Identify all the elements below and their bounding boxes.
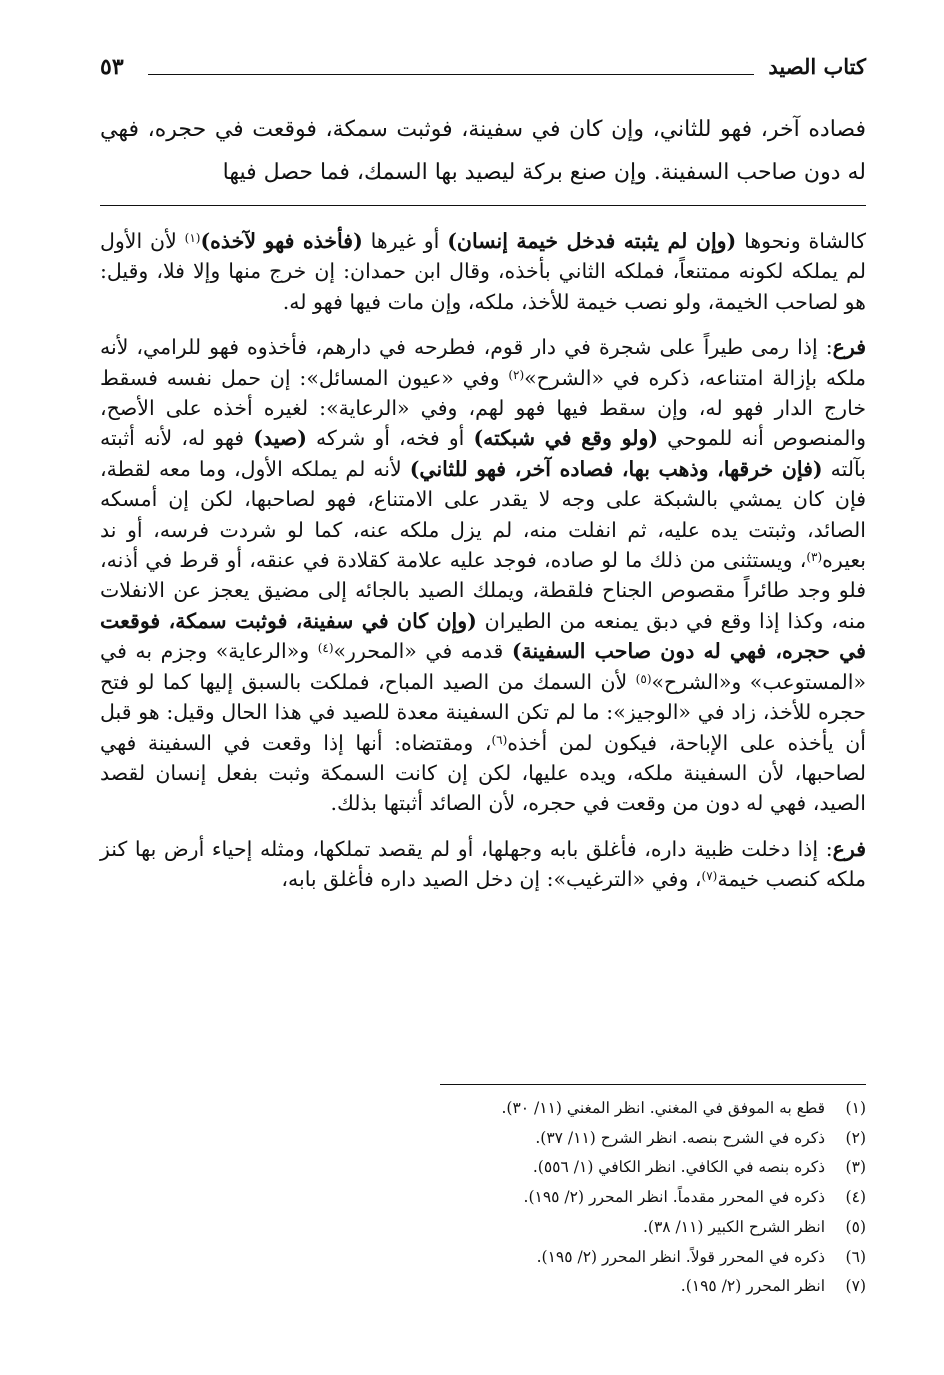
footnote: (٧) انظر المحرر (٢/ ١٩٥). <box>680 1277 866 1296</box>
footnotes <box>100 1094 866 1302</box>
commentary-paragraph-2: فرع: إذا رمى طيراً على شجرة في دار قوم، فطرحه في دارهم، فأخذوه فهو للرامي، لأنه ملكه بإزالة امتناعه، ذكره في «الشرح»$^{(٢)}$ وفي «عيون المسائل»: إن حمل نفسه فسقط خارج الدار فهو له، وإن سقط فيها فهو لهم، وفي «الرعاية»: لغيره أخذه على الأصح، والمنصوص أنه للموحي (ولو وقع في شبكته) أو فخه، أو شركه (صيد) فهو له، لأنه أثبته بآلته (فإن خرقها، وذهب بها، فصاده آخر، فهو للثاني) لأنه لم يملكه الأول، وما معه لقطة، فإن كان يمشي بالشبكة على وجه لا يقدر على الامتناع، فهو لصاحبها، لكن إن أمسكه الصائد، وثبتت يده عليه، ثم انفلت منه، لم يزل ملكه عنه، كما لو شردت فرسه، أو ند بعيره$^{(٣)}$، ويستثنى من ذلك ما لو صاده، فوجد عليه علامة كقلادة في عنقه، أو قرط في أذنه، فلو وجد طائراً مقصوص الجناح فلقطة، ويملك الصيد بالجائه إلى مضيق يعجز عن الانفلات منه، وكذا إذا وقع في دبق يمنعه من الطيران (وإن كان في سفينة، فوثبت سمكة، فوقعت في حجره، فهي له دون صاحب السفينة) قدمه في «المحرر»$^{(٤)}$ و«الرعاية» وجزم به في «المستوعب» و«الشرح»$^{(٥)}$ لأن السمك من الصيد المباح، فملكت بالسبق إليها كما لو فتح حجره للأخذ، زاد في «الوجيز»: ما لم تكن السفينة معدة للصيد في هذا الحال وقيل: هو قبل أن يأخذه على الإباحة، فيكون لمن أخذه$^{(٦)}$، ومقتضاه: أنها إذا وقعت في السفينة فهي لصاحبها، لأن السفينة ملكه، ويده عليها، لكن إن كانت السمكة وثبت بفعل إنسان لقصد الصيد، فهي له دون من وقعت في حجره، لأن الصائد أثبتها بذلك. <box>100 335 867 816</box>
bold-quote: (صيد) <box>253 426 307 451</box>
section-label: فرع <box>832 335 866 360</box>
section-label: فرع <box>832 836 866 861</box>
footnote: (١) قطع به الموفق في المغني. انظر المغني (١١/ ٣٠). <box>501 1099 866 1117</box>
commentary <box>100 226 866 910</box>
bold-quote: (فإن خرقها، وذهب بها، فصاده آخر، فهو للثاني) <box>409 456 823 481</box>
footnote-ref: (٤) <box>317 641 334 656</box>
footnote-ref: (٢) <box>508 367 525 382</box>
header-rule <box>148 74 754 75</box>
text-divider <box>100 205 866 206</box>
commentary-paragraph-3: فرع: إذا دخلت ظبية داره، فأغلق بابه وجهلها، أو لم يقصد تملكها، ومثله إحياء أرض بها كنز ملكه كنصب خيمة$^{(٧)}$، وفي «الترغيب»: إن دخل الصيد داره فأغلق بابه، <box>100 836 866 892</box>
bold-quote: (فأخذه فهو لآخذه) <box>200 229 363 253</box>
footnote: (٦) ذكره في المحرر قولاً. انظر المحرر (٢/ ١٩٥). <box>536 1247 866 1266</box>
footnote: (٤) ذكره في المحرر مقدماً. انظر المحرر (٢/ ١٩٥). <box>523 1188 866 1207</box>
main-text: فصاده آخر، فهو للثاني، وإن كان في سفينة، فوثبت سمكة، فوقعت في حجره، فهي له دون صاحب السفينة. وإن صنع بركة ليصيد بها السمك، فما حصل فيها <box>100 117 866 185</box>
page-header <box>100 50 866 86</box>
footnote-ref: (٥) <box>635 671 652 686</box>
footnote-separator <box>440 1084 866 1085</box>
footnote: (٣) ذكره بنصه في الكافي. انظر الكافي (١/ ٥٥٦). <box>532 1158 866 1177</box>
footnote-ref: (٧) <box>701 869 718 884</box>
footnote-ref: (٣) <box>806 550 823 565</box>
commentary-paragraph-1: كالشاة ونحوها (وإن لم يثبته فدخل خيمة إنسان) أو غيرها (فأخذه فهو لآخذه)$^{(١)}$ لأن الأول لم يملكه لكونه ممتنعاً، فملكه الثاني بأخذه، وقال ابن حمدان: إن خرج منها وإلا فلا، وقيل: هو لصاحب الخيمة، ولو نصب خيمة للأخذ، ملكه، وإن مات فيها فهو له. <box>100 229 866 314</box>
footnote: (٢) ذكره في الشرح بنصه. انظر الشرح (١١/ ٣٧). <box>535 1128 866 1147</box>
footnote: (٥) انظر الشرح الكبير (١١/ ٣٨). <box>642 1217 866 1236</box>
bold-quote: (ولو وقع في شبكته) <box>473 426 659 451</box>
footnote-ref: (٦) <box>491 732 508 747</box>
bold-quote: (وإن كان في سفينة، فوثبت سمكة، فوقعت في حجره، فهي له دون صاحب السفينة) <box>100 608 866 664</box>
page-number: ٥٣ <box>100 54 124 80</box>
footnote-ref: (١) <box>184 231 201 245</box>
bold-quote: (وإن لم يثبته فدخل خيمة إنسان) <box>447 229 737 253</box>
running-title: كتاب الصيد <box>768 54 866 79</box>
